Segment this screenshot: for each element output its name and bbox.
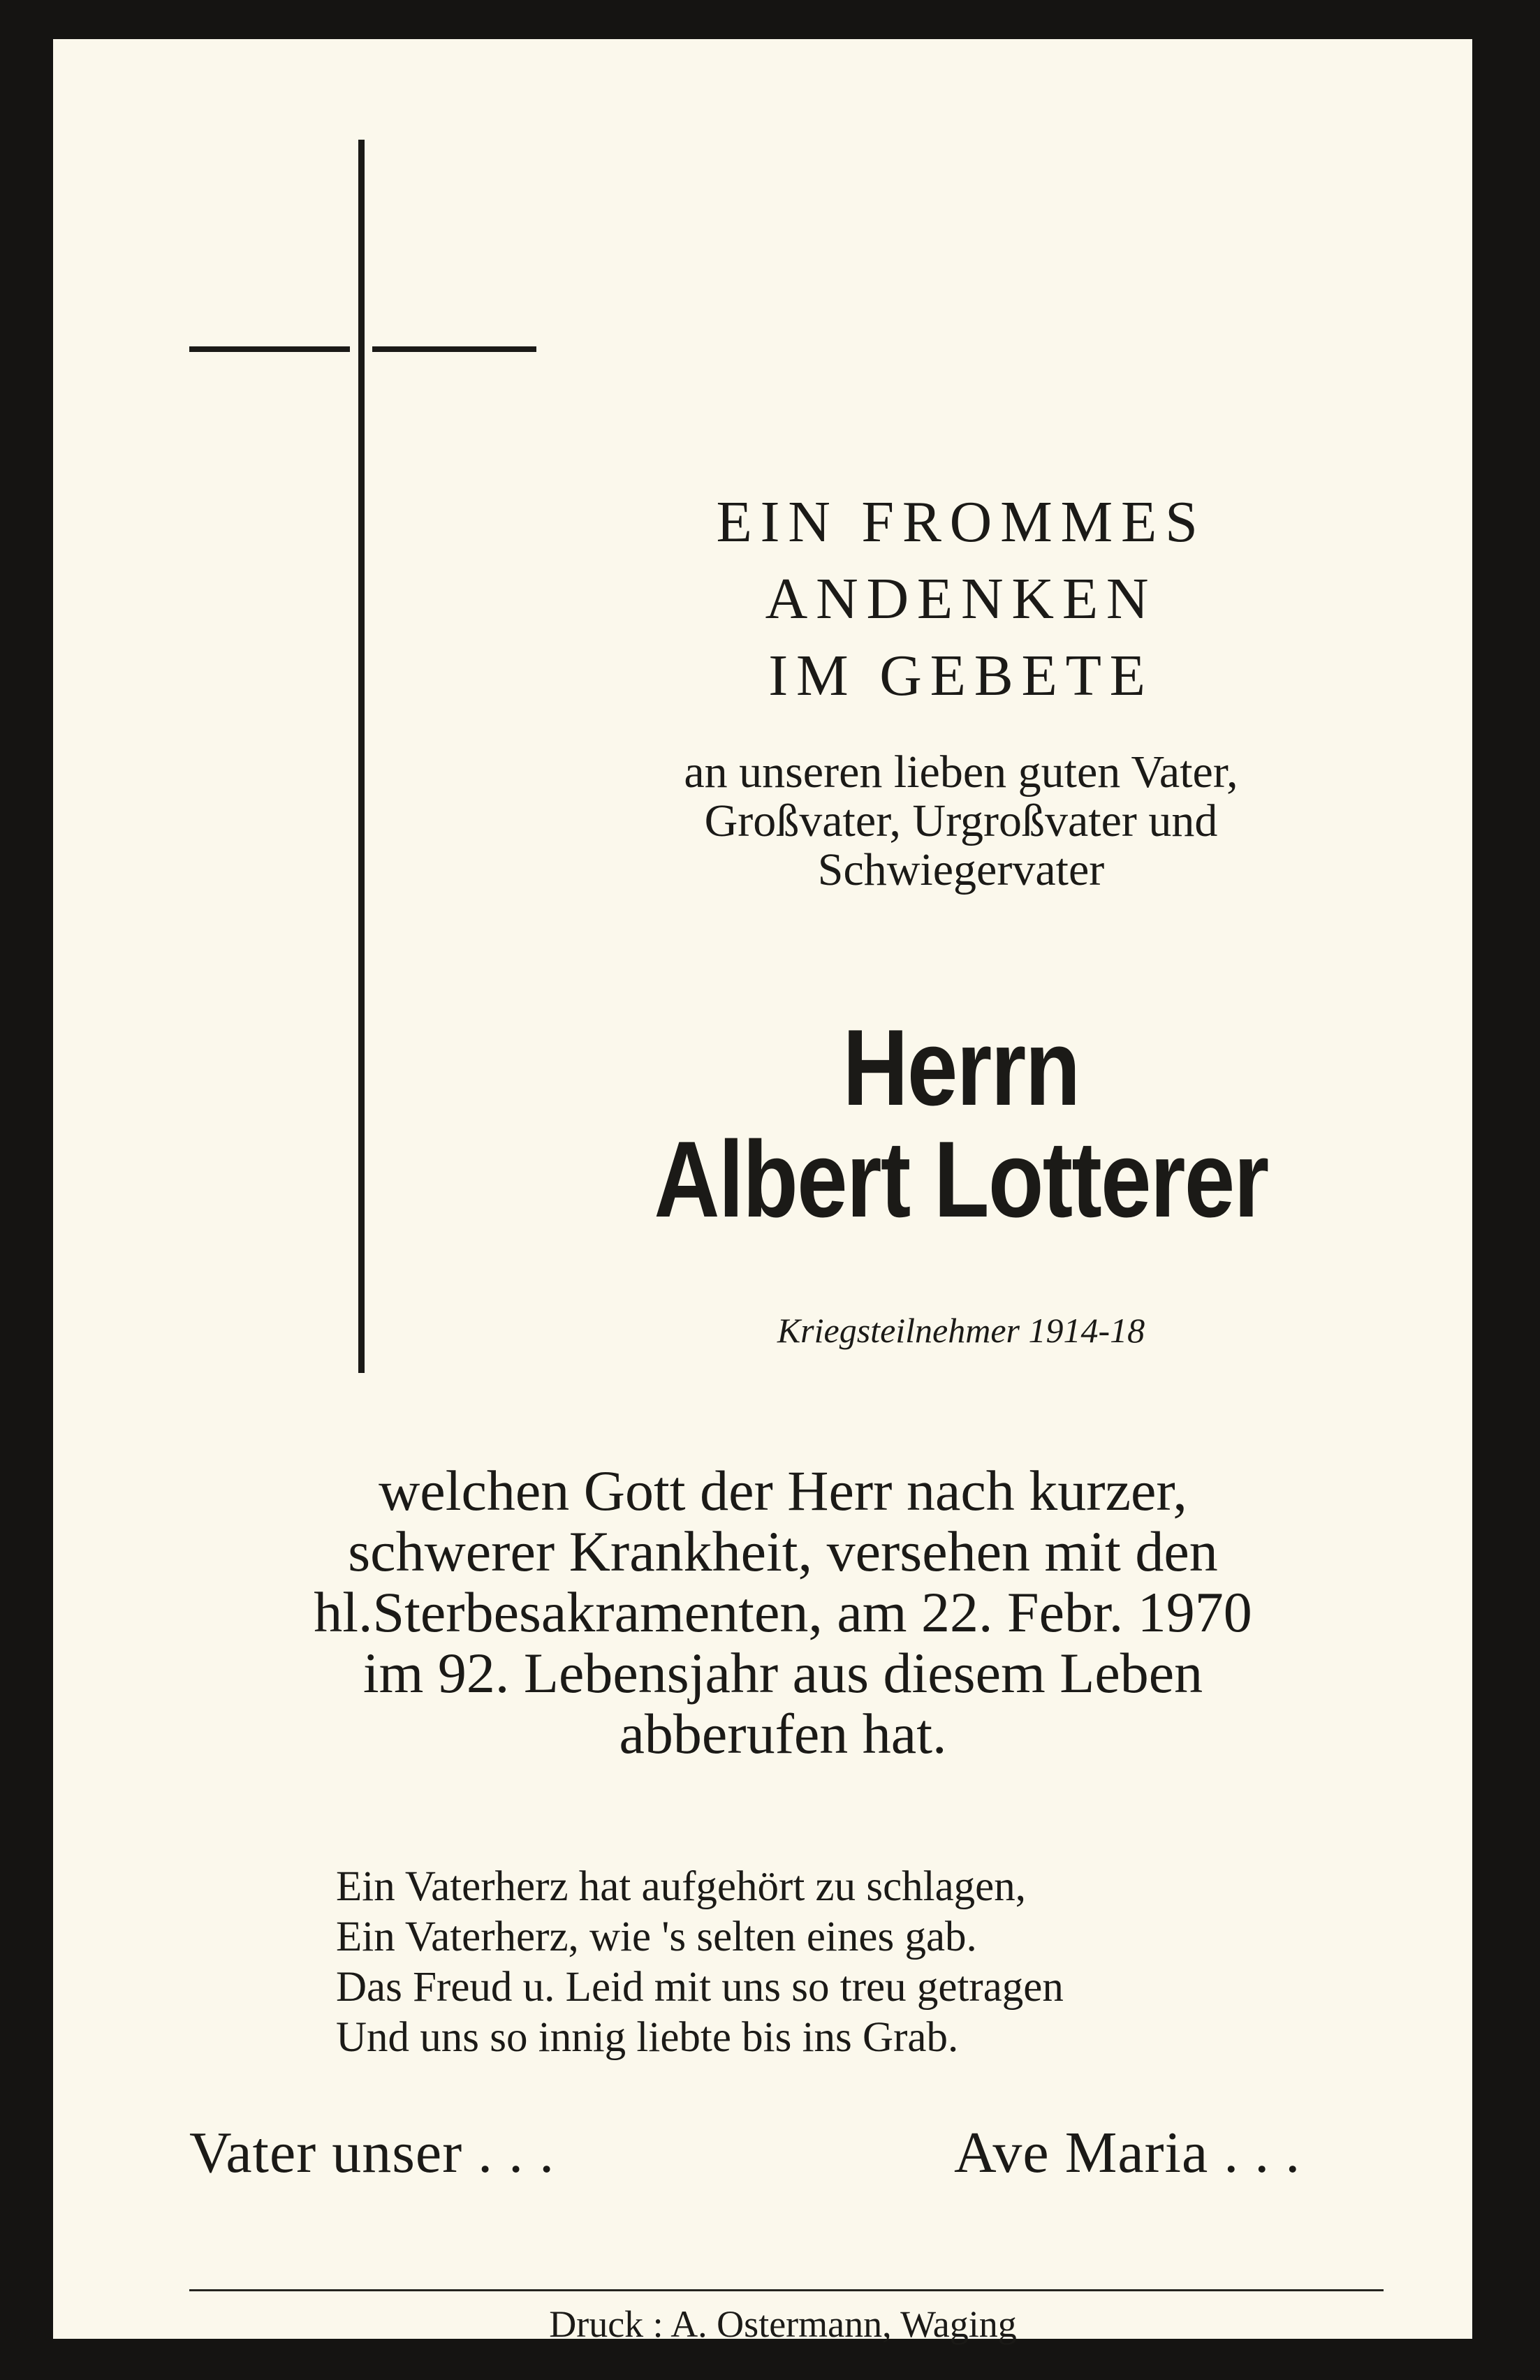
- poem-line-4: Und uns so innig liebte bis ins Grab.: [336, 2014, 959, 2061]
- veteran-note: Kriegsteilnehmer 1914-18: [777, 1311, 1145, 1350]
- announcement-line-4: im 92. Lebensjahr aus diesem Leben: [362, 1641, 1203, 1705]
- poem: [336, 1862, 1349, 2063]
- announcement-line-1: welchen Gott der Herr nach kurzer,: [379, 1459, 1187, 1522]
- poem-line-2: Ein Vaterherz, wie 's selten eines gab.: [336, 1913, 977, 1960]
- heading-line-2: ANDENKEN: [765, 566, 1157, 631]
- announcement-line-2: schwerer Krankheit, versehen mit den: [348, 1520, 1218, 1583]
- printer-credit: Druck : A. Ostermann, Waging: [549, 2303, 1017, 2345]
- dedication-line-1: an unseren lieben guten Vater,: [684, 747, 1238, 798]
- cross-left-arm: [189, 346, 350, 352]
- announcement-line-3: hl.Sterbesakramenten, am 22. Febr. 1970: [314, 1580, 1252, 1644]
- announcement-text: [189, 1460, 1377, 1764]
- heading-line-1: EIN FROMMES: [716, 490, 1206, 554]
- dedication-line-3: Schwiegervater: [817, 844, 1105, 895]
- prayer-ave-maria: Ave Maria . . .: [954, 2120, 1301, 2185]
- memorial-card: [53, 39, 1472, 2345]
- prayer-vater-unser: Vater unser . . .: [189, 2120, 555, 2185]
- divider-line: [189, 2289, 1384, 2291]
- deceased-name: Albert Lotterer: [654, 1119, 1268, 1240]
- dedication-line-2: Großvater, Urgroßvater und: [704, 795, 1218, 846]
- heading-line-3: IM GEBETE: [768, 643, 1154, 708]
- poem-line-1: Ein Vaterherz hat aufgehört zu schlagen,: [336, 1863, 1027, 1910]
- cross-right-arm: [372, 346, 536, 352]
- dedication-text: [556, 748, 1366, 895]
- cross-vertical-bar: [358, 140, 365, 1373]
- poem-line-3: Das Freud u. Leid mit uns so treu getragen: [336, 1964, 1064, 2011]
- name-title: Herrn: [842, 1007, 1080, 1128]
- announcement-line-5: abberufen hat.: [619, 1702, 947, 1765]
